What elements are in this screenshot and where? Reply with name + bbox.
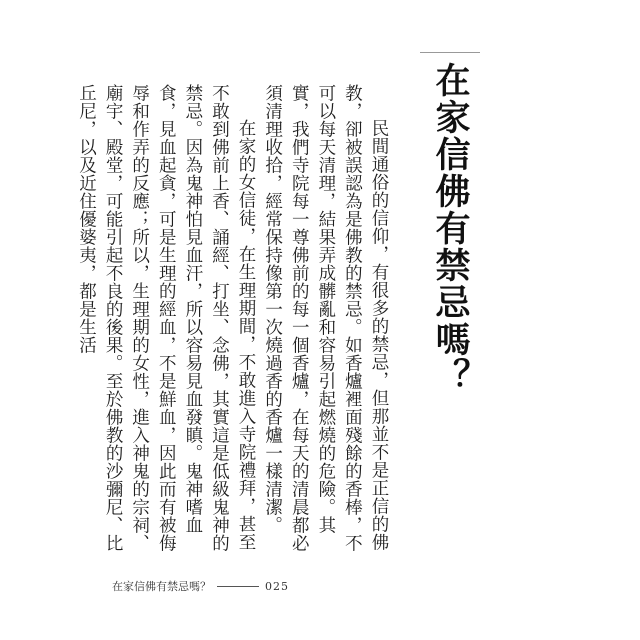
paragraph-2: 在家的女信徒，在生理期間，不敢進入寺院禮拜，甚至不敢到佛前上香、誦經、打坐、念佛，其實這是低級鬼神的禁忌。因為鬼神怕見血汗，所以容易見血發瞋。鬼神嗜血食，見血起貪，可是生理的經血，不是鮮血，因此而有被侮辱和作弄的反應；所以，生理期的女性，進入神鬼的宗祠、廟宇、殿堂，可能引起不良的後果。至於佛教的沙彌尼、比丘尼，以及近住優婆夷，都是生活 [76,84,257,552]
body-text [76,84,392,564]
page-number: 025 [265,579,289,593]
paragraph-1: 民間通俗的信仰，有很多的禁忌，但那並不是正信的佛教，卻被誤認為是佛教的禁忌。如香爐裡面殘餘的香棒，不可以每天清理，結果弄成髒亂和容易引起燃燒的危險。其實，我們寺院每一尊佛前的每一個香爐，在每天的清晨都必須清理收拾，經常保持像第一次燒過香的香爐一樣清潔。 [262,84,389,552]
footer-rule [217,586,259,587]
running-title: 在家信佛有禁忌嗎？ [112,580,211,593]
page-title: 在家信佛有禁忌嗎？ [430,62,471,395]
page-footer [112,578,289,594]
title-rule [420,52,480,53]
